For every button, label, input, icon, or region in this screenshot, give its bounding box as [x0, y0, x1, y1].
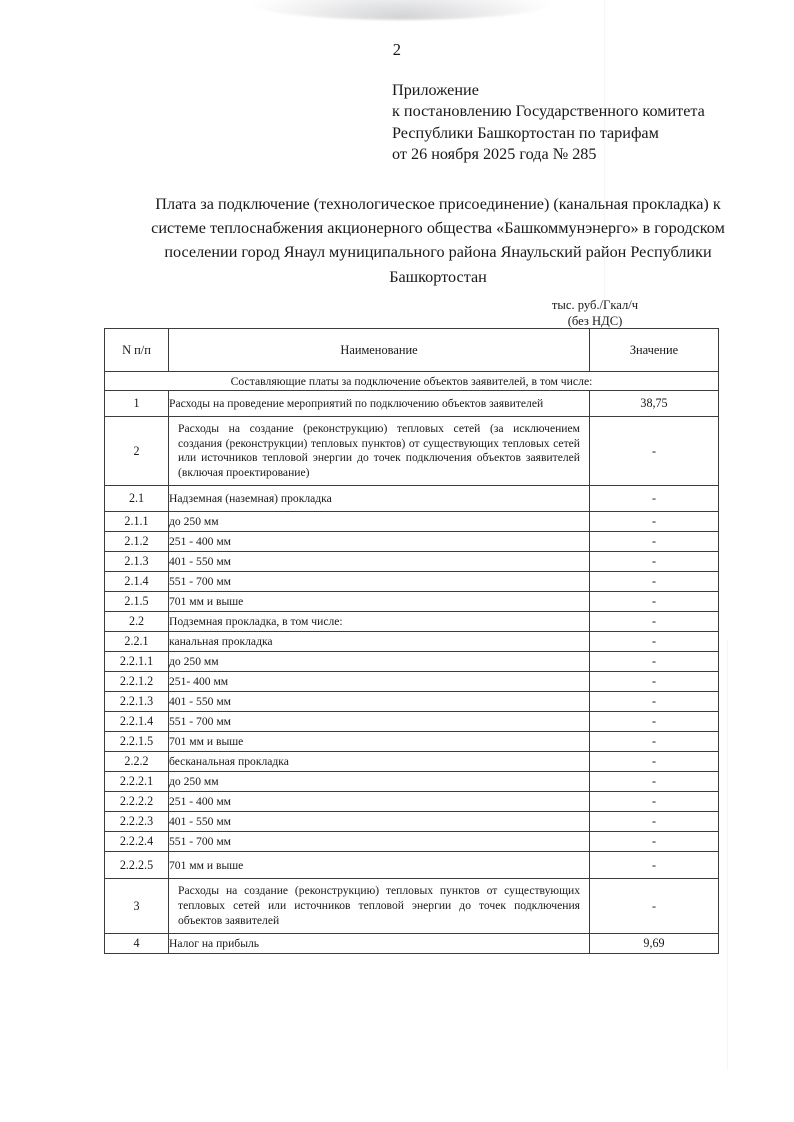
table-row: [105, 772, 719, 792]
row-value-cell: -: [590, 692, 719, 712]
table-row: [105, 417, 719, 486]
units-line-2: (без НДС): [567, 313, 623, 328]
row-number-cell: 2.2.2.4: [105, 832, 169, 852]
table-row: [105, 391, 719, 417]
row-value-cell: -: [590, 417, 719, 486]
row-name-cell: канальная прокладка: [169, 632, 590, 652]
row-name-cell: 551 - 700 мм: [169, 712, 590, 732]
row-name-cell: Расходы на создание (реконструкцию) тепловых сетей (за исключением создания (реконструкции) тепловых пунктов) от существующих тепловых сетей или источников тепловой энергии до точек подключения объектов заявителей (включая проектирование): [169, 417, 590, 486]
appendix-reference-block: [392, 80, 782, 166]
row-number-cell: 2.1.3: [105, 552, 169, 572]
row-name-cell: до 250 мм: [169, 652, 590, 672]
table-head: [105, 329, 719, 372]
row-number-cell: 2.1.4: [105, 572, 169, 592]
row-value-cell: -: [590, 652, 719, 672]
section-row-label: Составляющие платы за подключение объектов заявителей, в том числе:: [105, 372, 719, 391]
document-title: Плата за подключение (технологическое присоединение) (канальная прокладка) к системе теплоснабжения акционерного общества «Башкоммунэнерго» в городском поселении город Янаул муниципального района Янаульский район Республики Башкортостан: [151, 195, 725, 286]
row-value-cell: -: [590, 552, 719, 572]
table-row: [105, 652, 719, 672]
appendix-line-2: к постановлению Государственного комитета: [392, 102, 705, 121]
row-number-cell: 3: [105, 879, 169, 934]
column-header-value: Значение: [590, 329, 719, 372]
row-number-cell: 2.1.5: [105, 592, 169, 612]
row-name-cell: Расходы на проведение мероприятий по подключению объектов заявителей: [169, 391, 590, 417]
row-number-cell: 2.1.2: [105, 532, 169, 552]
row-number-cell: 2.2.1: [105, 632, 169, 652]
row-number-cell: 2.1.1: [105, 512, 169, 532]
row-name-cell: Налог на прибыль: [169, 934, 590, 954]
table-row: [105, 732, 719, 752]
table-header-row: [105, 329, 719, 372]
row-value-cell: -: [590, 752, 719, 772]
row-value-cell: -: [590, 812, 719, 832]
row-name-cell: до 250 мм: [169, 512, 590, 532]
row-name-cell: 701 мм и выше: [169, 852, 590, 879]
connection-fee-table: [104, 328, 719, 954]
row-number-cell: 2.1: [105, 486, 169, 512]
row-value-cell: 38,75: [590, 391, 719, 417]
row-number-cell: 2.2.1.5: [105, 732, 169, 752]
row-name-cell: 401 - 550 мм: [169, 692, 590, 712]
row-value-cell: -: [590, 712, 719, 732]
row-name-cell: 251- 400 мм: [169, 672, 590, 692]
appendix-line-4: от 26 ноября 2025 года № 285: [392, 145, 597, 164]
scan-artifact-top: [252, 0, 552, 20]
scan-fold-line-right: [727, 640, 728, 1070]
table-row: [105, 672, 719, 692]
row-value-cell: -: [590, 632, 719, 652]
appendix-line-3: Республики Башкортостан по тарифам: [392, 123, 659, 142]
table-row: [105, 752, 719, 772]
table-row: [105, 879, 719, 934]
row-value-cell: -: [590, 852, 719, 879]
table-row: [105, 692, 719, 712]
table-row: [105, 486, 719, 512]
table-row: [105, 712, 719, 732]
units-note: [470, 298, 720, 329]
row-value-cell: -: [590, 572, 719, 592]
row-number-cell: 2.2.1.4: [105, 712, 169, 732]
table-row: [105, 552, 719, 572]
row-name-cell: 251 - 400 мм: [169, 792, 590, 812]
appendix-line-1: Приложение: [392, 81, 479, 99]
row-number-cell: 2.2.2: [105, 752, 169, 772]
row-name-cell: 401 - 550 мм: [169, 812, 590, 832]
row-value-cell: -: [590, 532, 719, 552]
row-number-cell: 2: [105, 417, 169, 486]
page-number: 2: [392, 40, 402, 59]
row-value-cell: -: [590, 592, 719, 612]
row-name-cell: 551 - 700 мм: [169, 572, 590, 592]
row-value-cell: -: [590, 672, 719, 692]
row-value-cell: -: [590, 879, 719, 934]
table-row: [105, 512, 719, 532]
row-number-cell: 4: [105, 934, 169, 954]
table-row: [105, 532, 719, 552]
row-number-cell: 2.2.1.1: [105, 652, 169, 672]
row-value-cell: -: [590, 486, 719, 512]
row-number-cell: 2.2.2.3: [105, 812, 169, 832]
table-row: [105, 572, 719, 592]
table-row: [105, 612, 719, 632]
row-number-cell: 1: [105, 391, 169, 417]
table-row: [105, 812, 719, 832]
column-header-name: Наименование: [169, 329, 590, 372]
units-line-1: тыс. руб./Гкал/ч: [551, 298, 639, 312]
column-header-number: N п/п: [105, 329, 169, 372]
row-name-cell: до 250 мм: [169, 772, 590, 792]
row-value-cell: -: [590, 772, 719, 792]
row-value-cell: -: [590, 512, 719, 532]
row-value-cell: -: [590, 732, 719, 752]
row-number-cell: 2.2.2.5: [105, 852, 169, 879]
row-name-cell: 251 - 400 мм: [169, 532, 590, 552]
row-number-cell: 2.2.1.3: [105, 692, 169, 712]
row-number-cell: 2.2.2.2: [105, 792, 169, 812]
table-row: [105, 792, 719, 812]
row-value-cell: -: [590, 792, 719, 812]
table-row: [105, 852, 719, 879]
table-row: [105, 592, 719, 612]
row-number-cell: 2.2: [105, 612, 169, 632]
row-value-cell: 9,69: [590, 934, 719, 954]
row-name-cell: бесканальная прокладка: [169, 752, 590, 772]
table-body: [105, 372, 719, 954]
table-row: [105, 832, 719, 852]
row-name-cell: 551 - 700 мм: [169, 832, 590, 852]
row-number-cell: 2.2.2.1: [105, 772, 169, 792]
table-row: [105, 934, 719, 954]
row-name-cell: 401 - 550 мм: [169, 552, 590, 572]
row-name-cell: 701 мм и выше: [169, 592, 590, 612]
row-value-cell: -: [590, 832, 719, 852]
row-name-cell: Расходы на создание (реконструкцию) тепловых пунктов от существующих тепловых сетей или источников тепловой энергии до точек подключения объектов заявителей: [169, 879, 590, 934]
row-value-cell: -: [590, 612, 719, 632]
table-row: [105, 632, 719, 652]
table-section-row: [105, 372, 719, 391]
row-name-cell: Подземная прокладка, в том числе:: [169, 612, 590, 632]
row-number-cell: 2.2.1.2: [105, 672, 169, 692]
row-name-cell: Надземная (наземная) прокладка: [169, 486, 590, 512]
row-name-cell: 701 мм и выше: [169, 732, 590, 752]
